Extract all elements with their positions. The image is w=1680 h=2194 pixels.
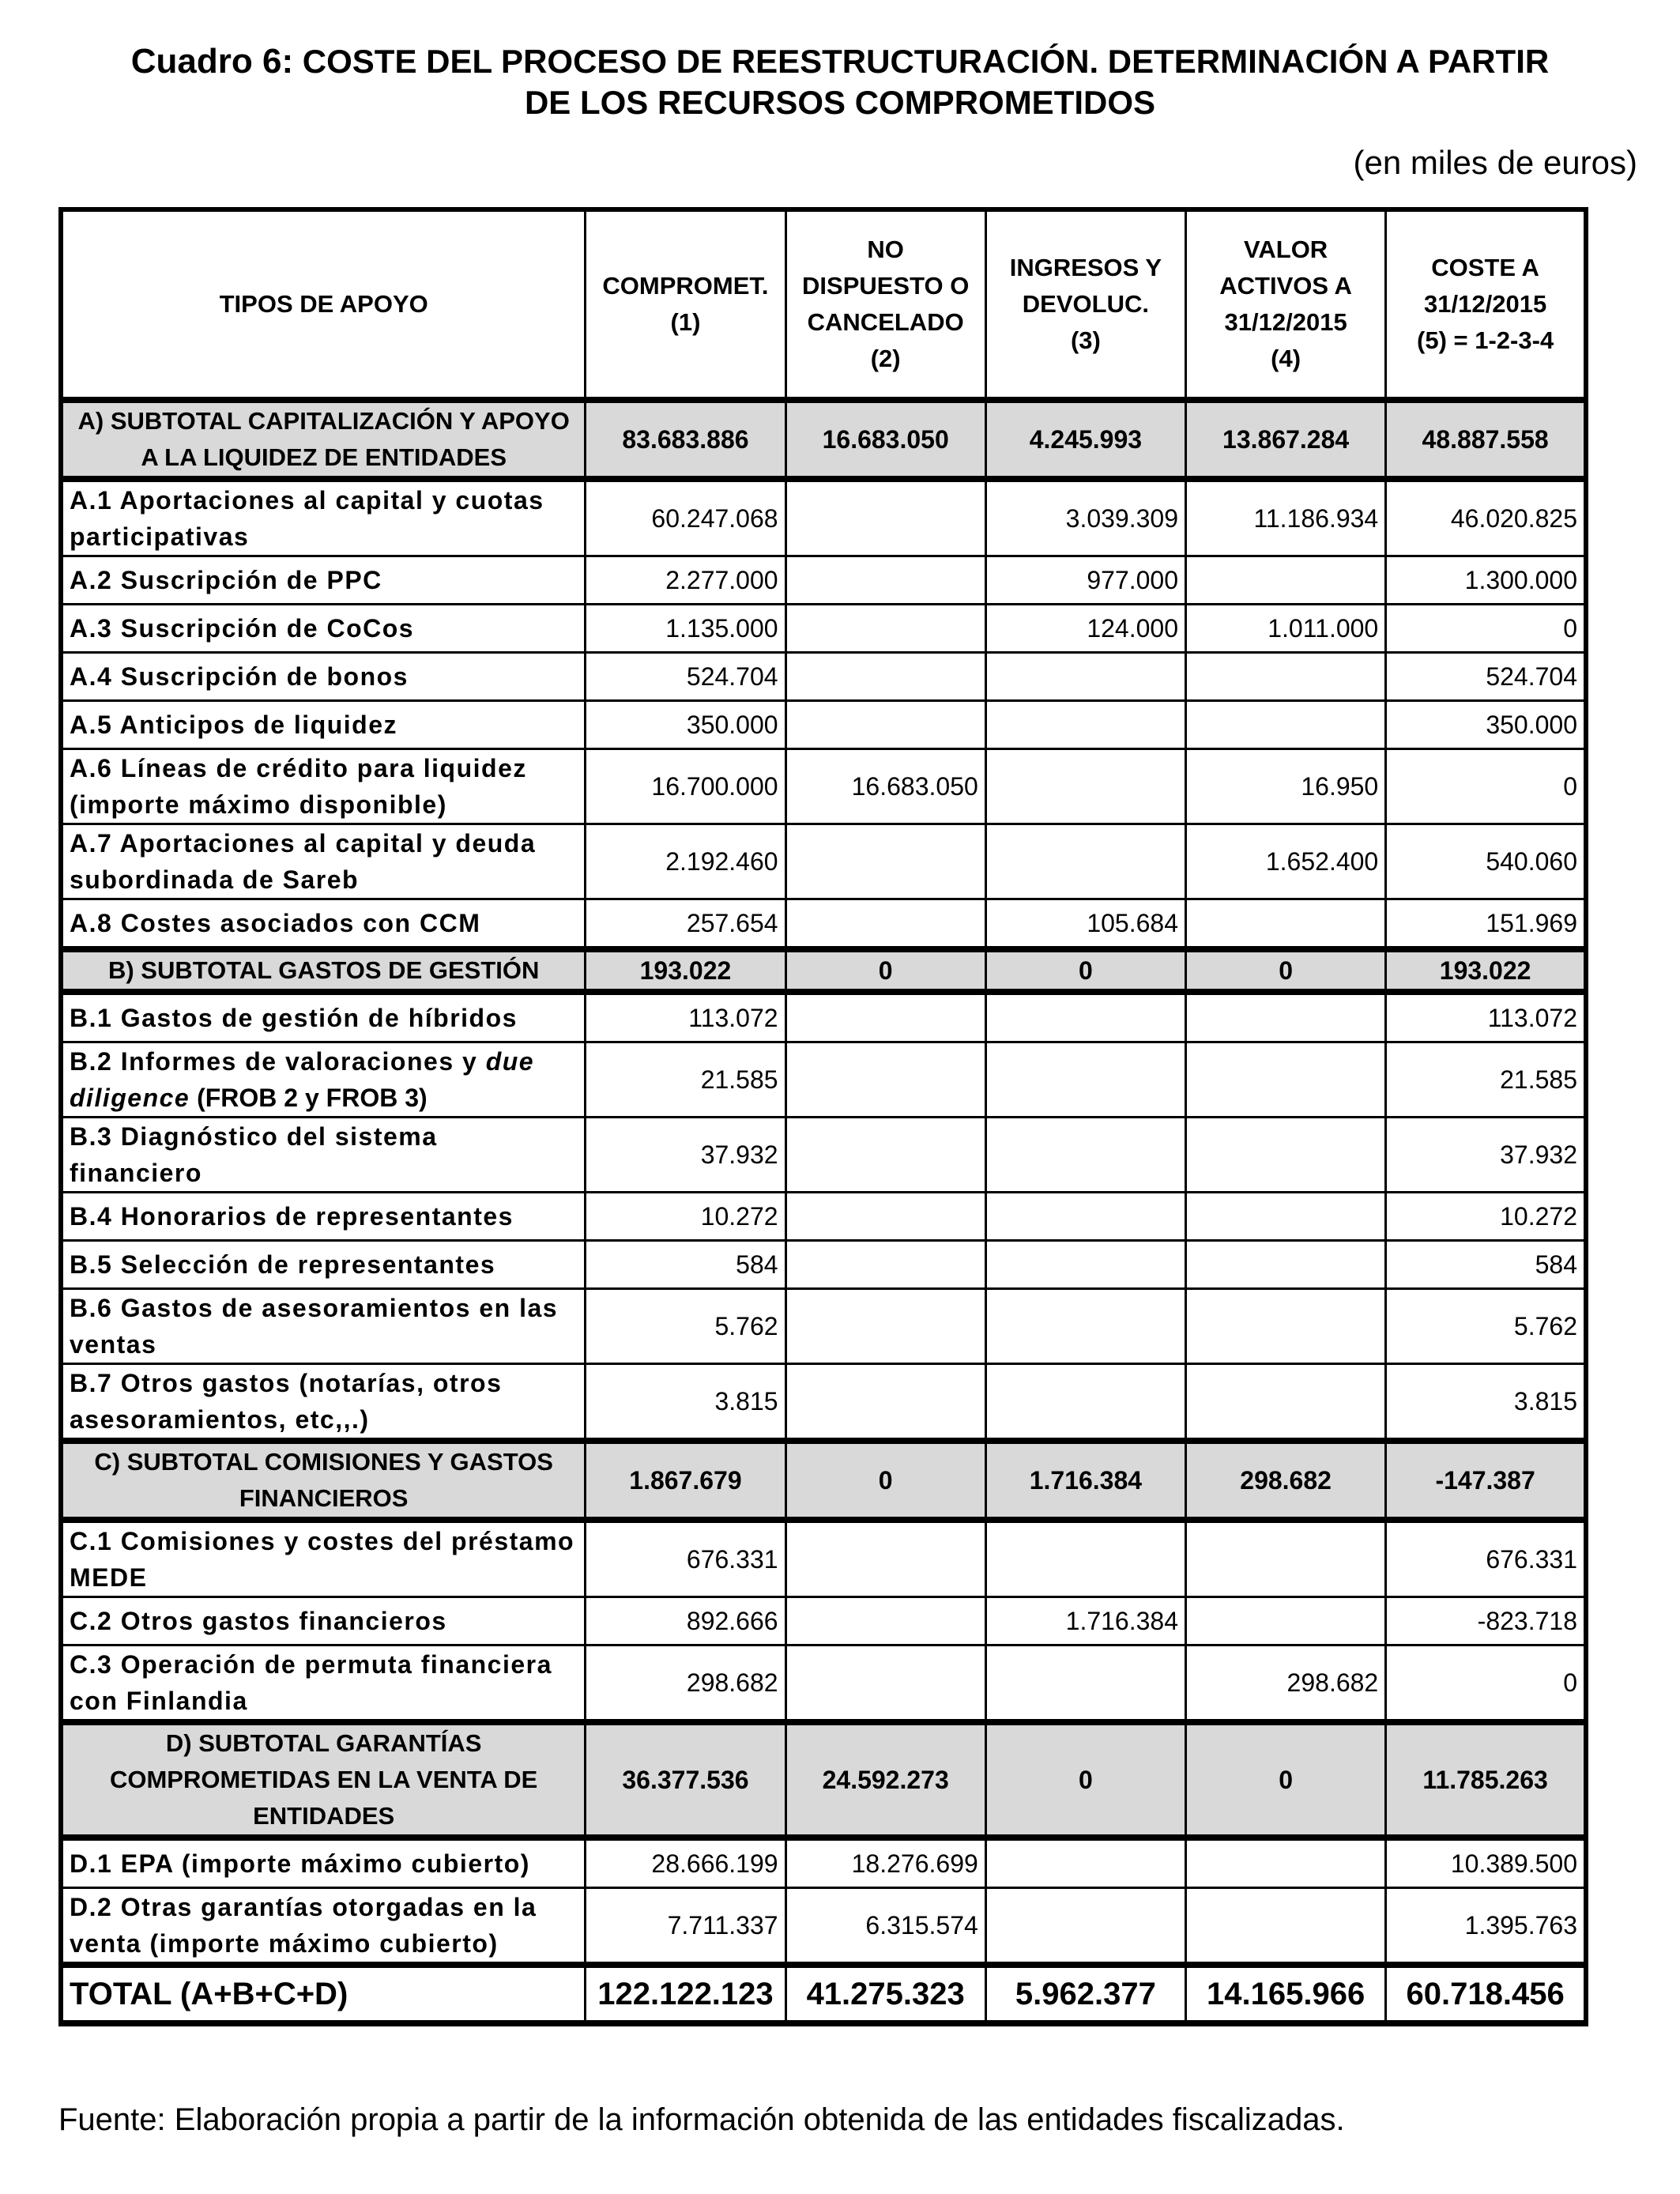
row-label: A.7 Aportaciones al capital y deuda subordinada de Sareb [61, 824, 586, 899]
row-value: 5.762 [1386, 1289, 1586, 1364]
table-title-prefix: Cuadro 6: [130, 42, 294, 81]
row-value: 0 [985, 949, 1185, 992]
table-title [32, 41, 1648, 123]
column-header: TIPOS DE APOYO [61, 209, 586, 400]
row-label: B.4 Honorarios de representantes [61, 1193, 586, 1241]
column-header: VALOR ACTIVOS A 31/12/2015 (4) [1186, 209, 1386, 400]
row-value: 2.192.460 [586, 824, 785, 899]
row-value: 350.000 [586, 701, 785, 749]
row-value: 48.887.558 [1386, 400, 1586, 479]
row-value: 193.022 [1386, 949, 1586, 992]
row-value [785, 1042, 985, 1118]
row-value: 1.135.000 [586, 605, 785, 653]
row-label: D) SUBTOTAL GARANTÍAS COMPROMETIDAS EN LA VENTA DE ENTIDADES [61, 1722, 586, 1838]
row-value: 0 [1186, 949, 1386, 992]
row-value: 122.122.123 [586, 1965, 785, 2023]
row-value: 1.716.384 [985, 1441, 1185, 1520]
column-header: NO DISPUESTO O CANCELADO (2) [785, 209, 985, 400]
row-value [785, 1597, 985, 1646]
row-value [1186, 1193, 1386, 1241]
row-label: D.1 EPA (importe máximo cubierto) [61, 1838, 586, 1888]
cost-table [58, 207, 1588, 2026]
row-value [785, 824, 985, 899]
row-value: 1.652.400 [1186, 824, 1386, 899]
row-label: B.7 Otros gastos (notarías, otros asesoramientos, etc,,.) [61, 1364, 586, 1442]
row-value [985, 1838, 1185, 1888]
row-value: 13.867.284 [1186, 400, 1386, 479]
row-value: 0 [785, 949, 985, 992]
row-label: B.3 Diagnóstico del sistema financiero [61, 1118, 586, 1193]
row-value [985, 992, 1185, 1042]
column-header: COMPROMET. (1) [586, 209, 785, 400]
row-label: TOTAL (A+B+C+D) [61, 1965, 586, 2023]
row-value: 676.331 [1386, 1520, 1586, 1597]
row-value: 0 [1386, 605, 1586, 653]
table-row [61, 1597, 1586, 1646]
row-value: 0 [785, 1441, 985, 1520]
subtotal-row [61, 400, 1586, 479]
table-title-line2: DE LOS RECURSOS COMPROMETIDOS [524, 84, 1156, 121]
table-row [61, 1042, 1586, 1118]
table-row [61, 824, 1586, 899]
table-title-line1: COSTE DEL PROCESO DE REESTRUCTURACIÓN. DETERMINACIÓN A PARTIR [302, 43, 1550, 80]
row-value [985, 824, 1185, 899]
row-label: C.1 Comisiones y costes del préstamo MEDE [61, 1520, 586, 1597]
table-row [61, 1118, 1586, 1193]
row-value: 3.815 [586, 1364, 785, 1442]
row-value: 1.011.000 [1186, 605, 1386, 653]
row-value [1186, 556, 1386, 605]
row-value [785, 1520, 985, 1597]
row-value: 18.276.699 [785, 1838, 985, 1888]
row-value: 105.684 [985, 899, 1185, 950]
row-value: 2.277.000 [586, 556, 785, 605]
row-value [1186, 701, 1386, 749]
row-label: B.2 Informes de valoraciones y due diligence (FROB 2 y FROB 3) [61, 1042, 586, 1118]
row-value [785, 1241, 985, 1289]
row-value: 1.395.763 [1386, 1888, 1586, 1966]
row-value: 10.389.500 [1386, 1838, 1586, 1888]
row-value: 46.020.825 [1386, 479, 1586, 556]
row-value: 892.666 [586, 1597, 785, 1646]
table-row [61, 1646, 1586, 1723]
row-label: A.3 Suscripción de CoCos [61, 605, 586, 653]
row-value [1186, 899, 1386, 950]
row-value [985, 1118, 1185, 1193]
row-value [1186, 992, 1386, 1042]
row-value: 193.022 [586, 949, 785, 992]
row-value: 298.682 [1186, 1441, 1386, 1520]
table-row [61, 749, 1586, 824]
row-value: 16.700.000 [586, 749, 785, 824]
row-value: 60.247.068 [586, 479, 785, 556]
row-value: 36.377.536 [586, 1722, 785, 1838]
row-value [1186, 1042, 1386, 1118]
row-value: 0 [985, 1722, 1185, 1838]
table-row [61, 701, 1586, 749]
row-value [785, 605, 985, 653]
row-value: 7.711.337 [586, 1888, 785, 1966]
row-label: A.8 Costes asociados con CCM [61, 899, 586, 950]
table-row [61, 605, 1586, 653]
row-value: 37.932 [1386, 1118, 1586, 1193]
row-value [985, 1364, 1185, 1442]
table-row [61, 1838, 1586, 1888]
row-value [985, 1289, 1185, 1364]
row-value: 1.716.384 [985, 1597, 1185, 1646]
row-value: 10.272 [1386, 1193, 1586, 1241]
table-row [61, 653, 1586, 701]
row-value: 0 [1386, 1646, 1586, 1723]
row-value: 16.683.050 [785, 749, 985, 824]
row-value: 350.000 [1386, 701, 1586, 749]
row-value [1186, 1838, 1386, 1888]
row-label: A.1 Aportaciones al capital y cuotas participativas [61, 479, 586, 556]
row-label-italic: due diligence [70, 1047, 535, 1112]
row-value: 5.962.377 [985, 1965, 1185, 2023]
row-value: 540.060 [1386, 824, 1586, 899]
row-value: 584 [1386, 1241, 1586, 1289]
row-value: 6.315.574 [785, 1888, 985, 1966]
units-note: (en miles de euros) [1353, 144, 1637, 181]
row-value: 16.950 [1186, 749, 1386, 824]
row-value: 113.072 [586, 992, 785, 1042]
row-value: 113.072 [1386, 992, 1586, 1042]
row-value: 14.165.966 [1186, 1965, 1386, 2023]
row-value: 21.585 [586, 1042, 785, 1118]
row-label: B) SUBTOTAL GASTOS DE GESTIÓN [61, 949, 586, 992]
row-value: 3.815 [1386, 1364, 1586, 1442]
row-value: -823.718 [1386, 1597, 1586, 1646]
row-value: 11.785.263 [1386, 1722, 1586, 1838]
table-row [61, 1520, 1586, 1597]
row-value [1186, 1888, 1386, 1966]
table-row [61, 1888, 1586, 1966]
row-value: 1.300.000 [1386, 556, 1586, 605]
row-value [985, 1646, 1185, 1723]
row-value [1186, 1520, 1386, 1597]
row-value [985, 1193, 1185, 1241]
table-row [61, 899, 1586, 950]
row-label: A) SUBTOTAL CAPITALIZACIÓN Y APOYO A LA LIQUIDEZ DE ENTIDADES [61, 400, 586, 479]
row-value [785, 653, 985, 701]
row-value [785, 1118, 985, 1193]
table-body [61, 400, 1586, 2023]
row-value: 5.762 [586, 1289, 785, 1364]
table-row [61, 1364, 1586, 1442]
row-value [1186, 653, 1386, 701]
row-value: 10.272 [586, 1193, 785, 1241]
row-value [985, 749, 1185, 824]
row-label: C) SUBTOTAL COMISIONES Y GASTOS FINANCIEROS [61, 1441, 586, 1520]
row-label: D.2 Otras garantías otorgadas en la venta (importe máximo cubierto) [61, 1888, 586, 1966]
row-value: 41.275.323 [785, 1965, 985, 2023]
row-value: 28.666.199 [586, 1838, 785, 1888]
row-value [785, 479, 985, 556]
row-value [785, 1289, 985, 1364]
row-value [785, 1193, 985, 1241]
row-label: A.5 Anticipos de liquidez [61, 701, 586, 749]
row-value: 11.186.934 [1186, 479, 1386, 556]
row-value [785, 899, 985, 950]
row-value: 37.932 [586, 1118, 785, 1193]
row-value: 0 [1186, 1722, 1386, 1838]
row-value: -147.387 [1386, 1441, 1586, 1520]
row-value: 24.592.273 [785, 1722, 985, 1838]
row-value [985, 1042, 1185, 1118]
row-value [785, 1646, 985, 1723]
row-value: 124.000 [985, 605, 1185, 653]
row-label: A.2 Suscripción de PPC [61, 556, 586, 605]
table-row [61, 479, 1586, 556]
subtotal-row [61, 949, 1586, 992]
row-label: A.6 Líneas de crédito para liquidez (importe máximo disponible) [61, 749, 586, 824]
row-value [1186, 1364, 1386, 1442]
row-label: B.6 Gastos de asesoramientos en las ventas [61, 1289, 586, 1364]
row-value: 524.704 [586, 653, 785, 701]
row-value: 21.585 [1386, 1042, 1586, 1118]
header-row [61, 209, 1586, 400]
subtotal-row [61, 1722, 1586, 1838]
row-value: 83.683.886 [586, 400, 785, 479]
row-value [785, 556, 985, 605]
row-value: 298.682 [1186, 1646, 1386, 1723]
table-row [61, 556, 1586, 605]
row-value: 16.683.050 [785, 400, 985, 479]
row-value [985, 1520, 1185, 1597]
row-value: 977.000 [985, 556, 1185, 605]
table-row [61, 1289, 1586, 1364]
row-label: C.3 Operación de permuta financiera con Finlandia [61, 1646, 586, 1723]
table-row [61, 1193, 1586, 1241]
row-value [785, 1364, 985, 1442]
row-value [1186, 1289, 1386, 1364]
row-value: 0 [1386, 749, 1586, 824]
row-value: 3.039.309 [985, 479, 1185, 556]
table-row [61, 992, 1586, 1042]
column-header: INGRESOS Y DEVOLUC. (3) [985, 209, 1185, 400]
total-row [61, 1965, 1586, 2023]
row-value [785, 701, 985, 749]
row-value: 1.867.679 [586, 1441, 785, 1520]
table-row [61, 1241, 1586, 1289]
row-value: 4.245.993 [985, 400, 1185, 479]
row-value: 676.331 [586, 1520, 785, 1597]
row-value [785, 992, 985, 1042]
row-value: 584 [586, 1241, 785, 1289]
row-value [985, 653, 1185, 701]
row-label: B.1 Gastos de gestión de híbridos [61, 992, 586, 1042]
row-label: B.5 Selección de representantes [61, 1241, 586, 1289]
column-header: COSTE A 31/12/2015 (5) = 1-2-3-4 [1386, 209, 1586, 400]
row-value: 298.682 [586, 1646, 785, 1723]
row-label-tail: (FROB 2 y FROB 3) [190, 1084, 428, 1112]
row-label: C.2 Otros gastos financieros [61, 1597, 586, 1646]
row-value: 524.704 [1386, 653, 1586, 701]
row-value [1186, 1597, 1386, 1646]
row-value [985, 1888, 1185, 1966]
source-note: Fuente: Elaboración propia a partir de la información obtenida de las entidades fiscalizadas. [58, 2102, 1345, 2137]
row-value: 151.969 [1386, 899, 1586, 950]
row-value [985, 1241, 1185, 1289]
row-value: 257.654 [586, 899, 785, 950]
row-value: 60.718.456 [1386, 1965, 1586, 2023]
subtotal-row [61, 1441, 1586, 1520]
row-value [1186, 1241, 1386, 1289]
row-value [1186, 1118, 1386, 1193]
row-label: A.4 Suscripción de bonos [61, 653, 586, 701]
row-value [985, 701, 1185, 749]
